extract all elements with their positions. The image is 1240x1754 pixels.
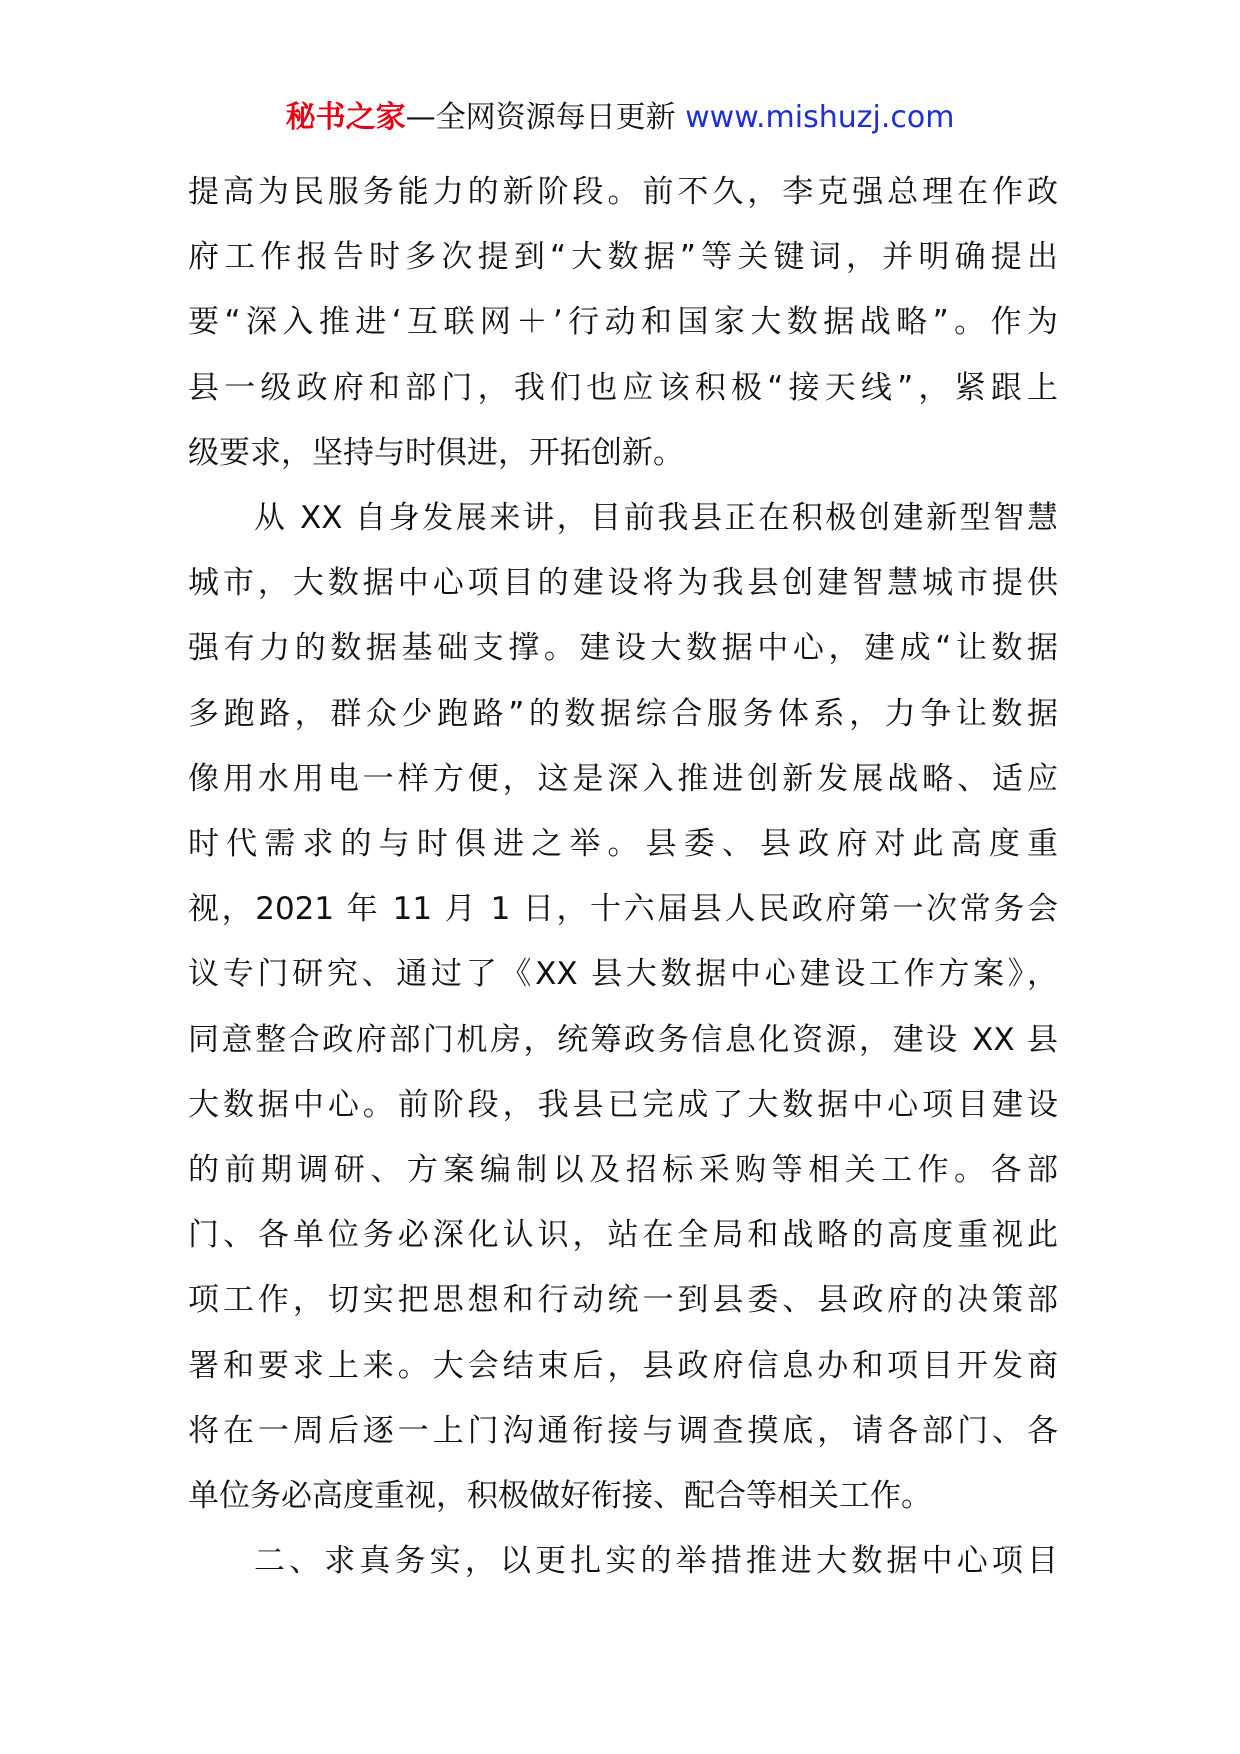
- text-line: 多跑路，群众少跑路”的数据综合服务体系，力争让数据: [188, 695, 1058, 732]
- text-line: 的前期调研、方案编制以及招标采购等相关工作。各部: [188, 1152, 1058, 1189]
- text-line: 视，2021 年 11 月 1 日，十六届县人民政府第一次常务会: [188, 891, 1058, 928]
- section-heading: [188, 1529, 1058, 1594]
- site-brand: 秘书之家: [285, 100, 406, 135]
- document-body: [188, 160, 1058, 1594]
- text-line: 大数据中心。前阶段，我县已完成了大数据中心项目建设: [188, 1086, 1058, 1123]
- site-slogan: —全网资源每日更新: [405, 100, 676, 135]
- paragraph: [188, 160, 1058, 486]
- text-line: 府工作报告时多次提到“大数据”等关键词，并明确提出: [188, 239, 1058, 276]
- text-line: 同意整合政府部门机房，统筹政务信息化资源，建设 XX 县: [188, 1021, 1058, 1058]
- text-line: 项工作，切实把思想和行动统一到县委、县政府的决策部: [188, 1282, 1058, 1319]
- site-header: [0, 98, 1240, 138]
- text-line: 署和要求上来。大会结束后，县政府信息办和项目开发商: [188, 1347, 1058, 1384]
- text-line: 级要求，坚持与时俱进，开拓创新。: [188, 434, 684, 471]
- text-line: 县一级政府和部门，我们也应该积极“接天线”，紧跟上: [188, 369, 1058, 406]
- text-line: 二、求真务实，以更扎实的举措推进大数据中心项目: [254, 1543, 1058, 1580]
- text-line: 提高为民服务能力的新阶段。前不久，李克强总理在作政: [188, 174, 1058, 210]
- text-line: 将在一周后逐一上门沟通衔接与调查摸底，请各部门、各: [188, 1412, 1058, 1449]
- text-line: 单位务必高度重视，积极做好衔接、配合等相关工作。: [188, 1478, 932, 1515]
- site-url-link[interactable]: www.mishuzj.com: [685, 100, 955, 135]
- text-line: 像用水用电一样方便，这是深入推进创新发展战略、适应: [188, 760, 1058, 797]
- text-line: 门、各单位务必深化认识，站在全局和战略的高度重视此: [188, 1217, 1058, 1254]
- text-line: 强有力的数据基础支撑。建设大数据中心，建成“让数据: [188, 630, 1058, 667]
- text-line: 时代需求的与时俱进之举。县委、县政府对此高度重: [188, 826, 1058, 863]
- text-line: 议专门研究、通过了《XX 县大数据中心建设工作方案》，: [188, 956, 1058, 993]
- paragraph: [188, 486, 1058, 1529]
- text-line: 从 XX 自身发展来讲，目前我县正在积极创建新型智慧: [254, 500, 1058, 537]
- text-line: 要“深入推进‘互联网＋’行动和国家大数据战略”。作为: [188, 304, 1058, 341]
- text-line: 城市，大数据中心项目的建设将为我县创建智慧城市提供: [188, 565, 1058, 602]
